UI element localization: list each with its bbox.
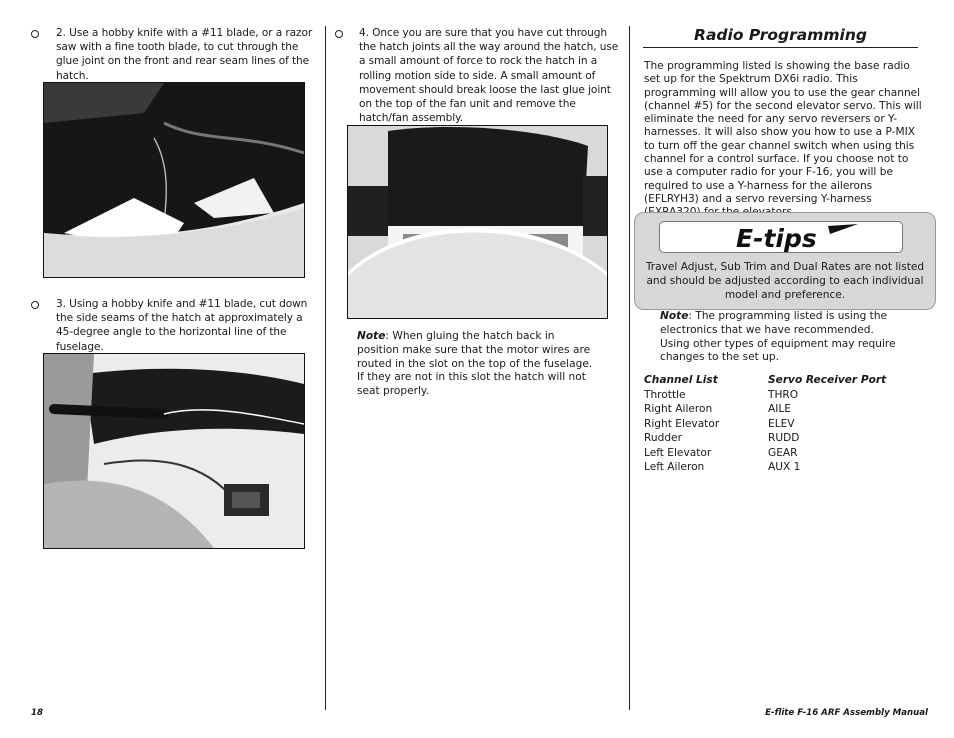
receiver-port: AUX 1 — [768, 461, 801, 473]
etips-text: Travel Adjust, Sub Trim and Dual Rates are not listed and should be adjusted according to each individual model and preference. — [645, 261, 925, 302]
note-text: : When gluing the hatch back in position make sure that the motor wires are routed in the slot on the top of the fuselage. If they are not in this slot the hatch will not seat properly. — [357, 330, 593, 398]
channel-table — [644, 373, 886, 475]
hollow-circle-bullet-icon — [31, 30, 39, 38]
channel-name: Right Elevator — [644, 417, 720, 430]
etips-logo-frame — [659, 221, 903, 253]
step-2-text: 2. Use a hobby knife with a #11 blade, or a razor saw with a fine tooth blade, to cut through the glue joint on the front and rear seam lines of the hatch. — [56, 27, 313, 82]
radio-programming-paragraph: The programming listed is showing the base radio set up for the Spektrum DX6i radio. This programming will allow you to use the gear channel (channel #5) for the second elevator servo. This will eliminate the need for any servo reversers or Y-harnesses. It will also show you how to use a P-MIX to turn off the gear channel switch when using this channel for a control surface. If you choose not to use a computer radio for your F-16, you will be required to use a Y-harness for the ailerons (EFLRYH3) and a servo reversing Y-harness — [644, 60, 922, 205]
channel-name: Rudder — [644, 432, 682, 444]
page-number: 18 — [31, 708, 43, 718]
receiver-port: GEAR — [768, 446, 798, 459]
manual-title-footer: E-flite F-16 ARF Assembly Manual — [765, 708, 928, 718]
channel-name: Left Aileron — [644, 461, 705, 473]
equipment-note — [660, 310, 900, 365]
etips-callout — [634, 212, 936, 310]
channel-name: Throttle — [644, 388, 686, 401]
receiver-port: THRO — [768, 388, 799, 401]
table-row — [644, 460, 886, 475]
side-seam-cut-photo — [43, 353, 305, 549]
table-row — [644, 446, 886, 461]
table-row — [644, 417, 886, 432]
radio-programming-heading: Radio Programming — [643, 24, 918, 48]
receiver-port: RUDD — [768, 432, 800, 444]
etips-logo-icon — [660, 222, 902, 252]
receiver-port: AILE — [768, 403, 791, 415]
note-label: Note — [357, 330, 386, 342]
table-header-row — [644, 373, 886, 388]
channel-name: Right Aileron — [644, 403, 713, 415]
table-row — [644, 402, 886, 417]
step-4-text: 4. Once you are sure that you have cut through the hatch joints all the way around the hatch, use a small amount of force to rock the hatch in a rolling motion side to side. A small amount of movement should break loose the last glue joint on the top of the fan unit and remove the hatch/fan assembly. — [359, 27, 619, 125]
hatch-removed-photo — [347, 125, 608, 319]
column-divider-right — [629, 26, 630, 710]
table-row — [644, 388, 886, 403]
channel-name: Left Elevator — [644, 446, 712, 459]
table-row — [644, 431, 886, 446]
step-3-text: 3. Using a hobby knife and #11 blade, cut down the side seams of the hatch at approximately a 45-degree angle to the horizontal line of the fuselage. — [56, 298, 308, 353]
hatch-note — [357, 330, 597, 399]
etips-logo-text: E-tips — [736, 224, 817, 252]
hollow-circle-bullet-icon — [335, 30, 343, 38]
header-servo-receiver-port: Servo Receiver Port — [768, 374, 887, 386]
note-label: Note — [660, 310, 689, 322]
note-text: : The programming listed is using the electronics that we have recommended. Using other types of equipment may require changes to the set up. — [660, 310, 896, 364]
hollow-circle-bullet-icon — [31, 301, 39, 309]
column-divider-left — [325, 26, 326, 710]
hatch-seam-cut-photo — [43, 82, 305, 278]
receiver-port: ELEV — [768, 417, 795, 430]
header-channel-list: Channel List — [644, 374, 718, 386]
